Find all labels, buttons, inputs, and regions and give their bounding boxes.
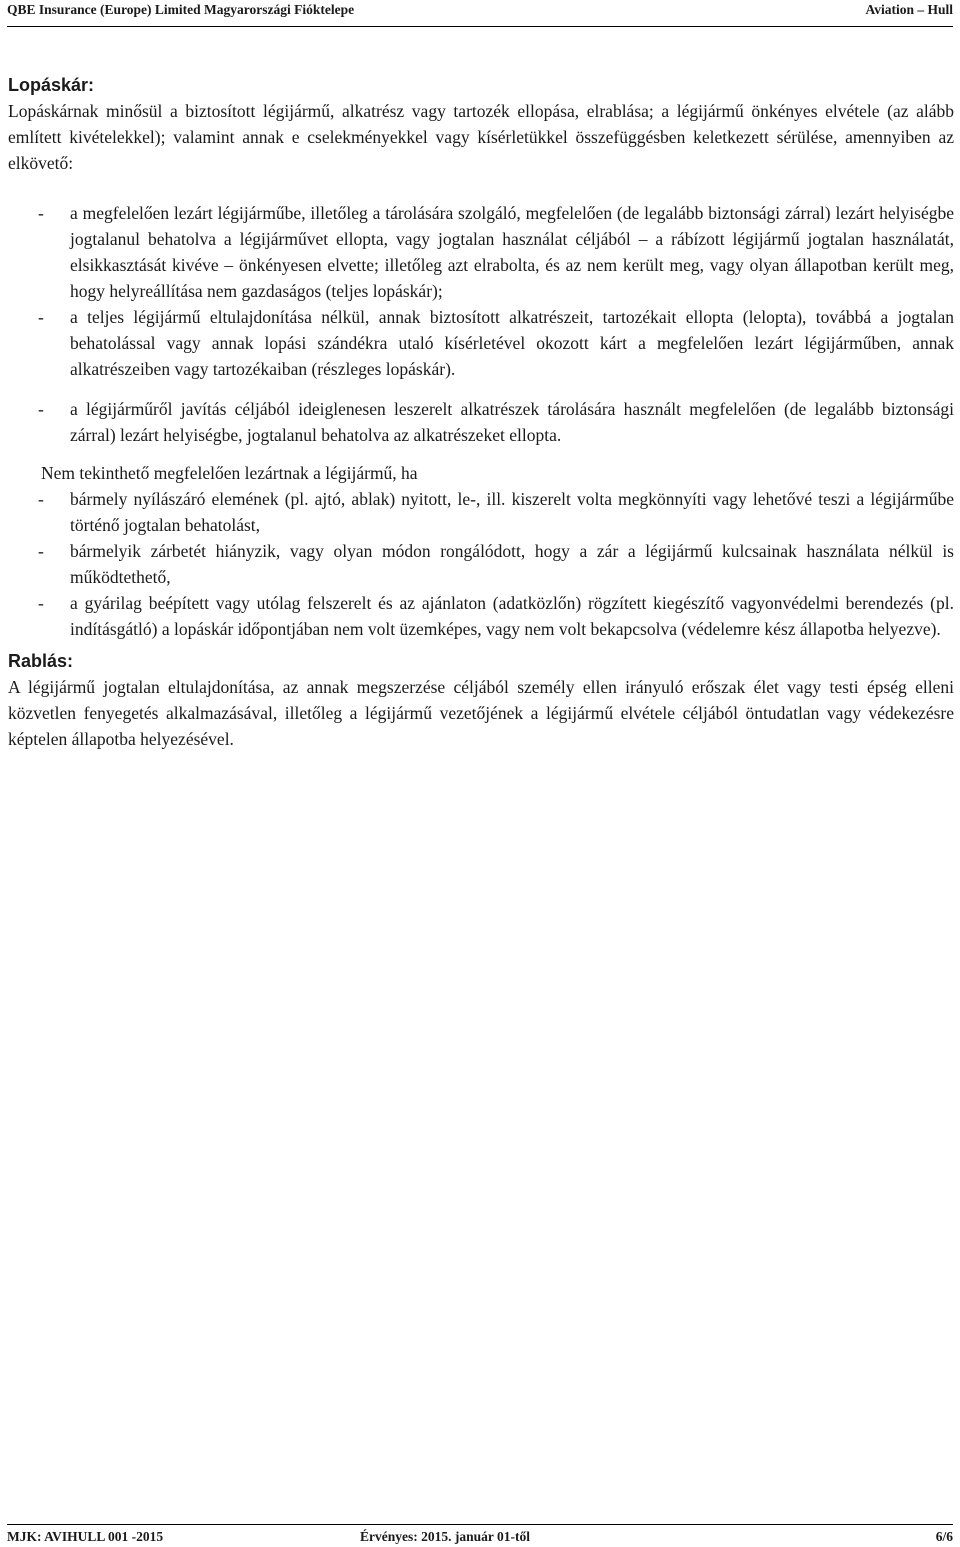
list-dash: - [38, 489, 44, 509]
list-dash: - [38, 593, 44, 613]
not-locked-intro: Nem tekinthető megfelelően lezártnak a légijármű, ha [41, 463, 418, 483]
list-item [8, 538, 954, 590]
list-item-text: a légijárműről javítás céljából ideiglenesen leszerelt alkatrészek tárolására használt megfelelően (de legalább biztonsági zárral) lezárt helyiségbe, jogtalanul behatolva az alkatrészeket ellopta. [70, 399, 954, 445]
lopaskar-intro: Lopáskárnak minősül a biztosított légijármű, alkatrész vagy tartozék ellopása, elrablása; a légijármű önkényes elvétele (az alább említett kivételekkel); valamint annak e cselekményekkel vagy kísérletükkel összefüggésben keletkezett sérülése, amennyiben az elkövető: [8, 101, 954, 173]
list-dash: - [38, 307, 44, 327]
list-item-text: a megfelelően lezárt légijárműbe, illetőleg a tárolására szolgáló, megfelelően (de legalább biztonsági zárral) lezárt helyiségbe jogtalanul behatolva a légijárművet ellopta, vagy jogtalan használat céljából – a rábízott légijármű jogtalan használatát, elsikkasztását kivéve – önkényesen elvette; illetőleg azt elrabolta, és az nem került meg, vagy olyan állapotban került meg, hogy helyreállítása nem gazdaságos (teljes lopáskár); [70, 203, 954, 301]
list-dash: - [38, 203, 44, 223]
section-title-lopaskar: Lopáskár: [8, 75, 95, 95]
list-item-text: a gyárilag beépített vagy utólag felszerelt és az ajánlaton (adatközlőn) rögzített kiegészítő vagyonvédelmi berendezés (pl. indításgátló) a lopáskár időpontjában nem volt üzemképes, vagy nem volt bekapcsolva (védelemre kész állapotba helyezve). [70, 593, 954, 639]
lopaskar-list-c [8, 486, 954, 642]
page-header [7, 0, 953, 27]
list-item [8, 200, 954, 304]
footer-validity-date: Érvényes: 2015. január 01-től [360, 1529, 530, 1544]
section-title-rablas: Rablás: [8, 651, 74, 671]
list-item-text: bármelyik zárbetét hiányzik, vagy olyan módon rongálódott, hogy a zár a légijármű kulcsainak használata nélkül is működtethető, [70, 541, 954, 587]
document-body [8, 72, 954, 752]
list-item [8, 396, 954, 448]
list-item-text: a teljes légijármű eltulajdonítása nélkül, annak biztosított alkatrészeit, tartozékait ellopta (lelopta), továbbá a jogtalan behatolással vagy annak lopási szándékra utaló kísérletével okozott kárt a megfelelően lezárt légijárműben, annak alkatrészeiben vagy tartozékaiban (részleges lopáskár). [70, 307, 954, 379]
footer-document-code: MJK: AVIHULL 001 -2015 [7, 1529, 164, 1544]
rablas-text: A légijármű jogtalan eltulajdonítása, az annak megszerzése céljából személy ellen irányuló erőszak élet vagy testi épség elleni közvetlen fenyegetés alkalmazásával, illetőleg a légijármű vezetőjének a légijármű elvétele céljából öntudatlan vagy védekezésre képtelen állapotba helyezésével. [8, 677, 954, 749]
footer-page-number: 6/6 [935, 1529, 953, 1544]
list-item [8, 486, 954, 538]
header-document-type: Aviation – Hull [865, 2, 953, 17]
lopaskar-list-b [8, 396, 954, 448]
list-dash: - [38, 399, 44, 419]
list-item-text: bármely nyílászáró elemének (pl. ajtó, ablak) nyitott, le-, ill. kiszerelt volta megkönnyíti vagy lehetővé teszi a légijárműbe történő jogtalan behatolást, [70, 489, 954, 535]
list-dash: - [38, 541, 44, 561]
list-item [8, 590, 954, 642]
header-company-name: QBE Insurance (Europe) Limited Magyarországi Fióktelepe [7, 2, 355, 17]
list-item [8, 304, 954, 382]
lopaskar-list-a [8, 200, 954, 382]
page-footer [7, 1524, 953, 1547]
